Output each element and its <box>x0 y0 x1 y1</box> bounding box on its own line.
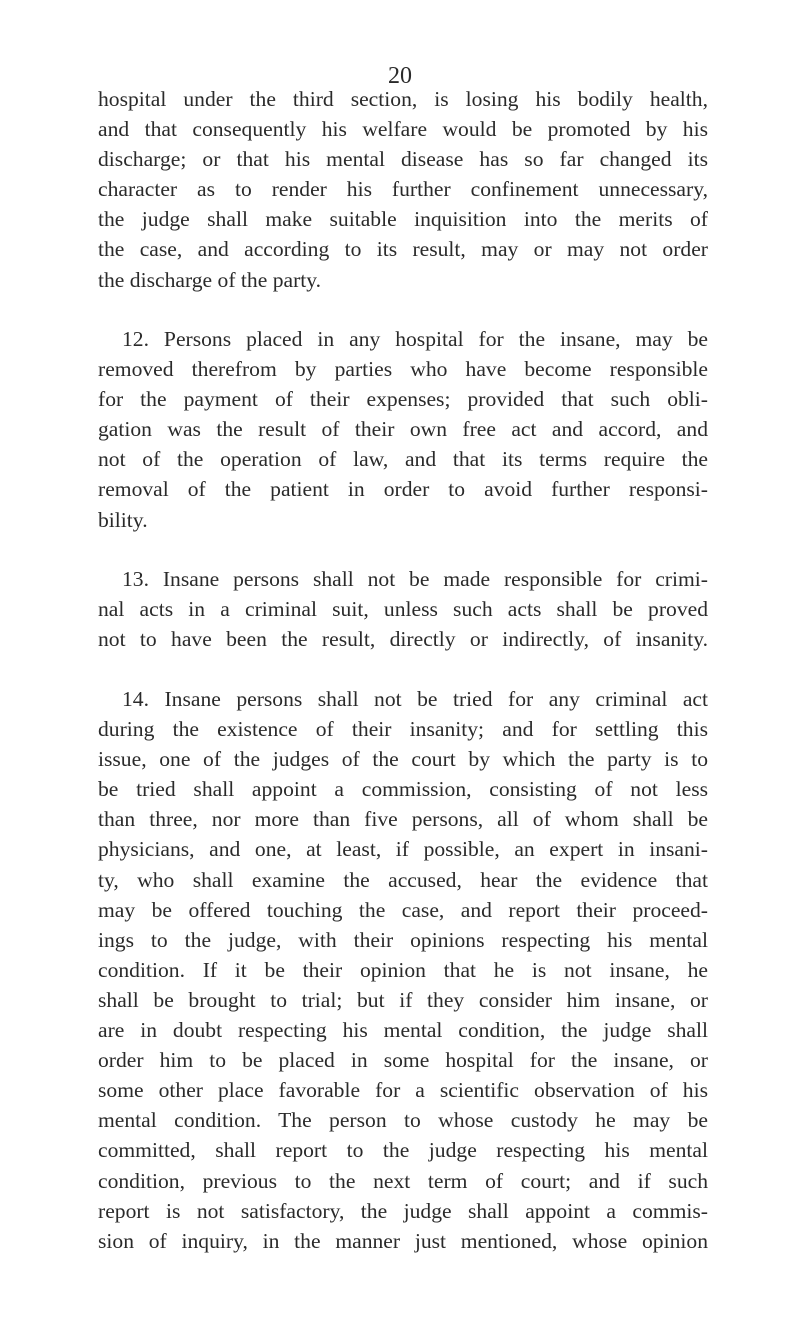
paragraph-continuation <box>98 84 708 295</box>
text-line: order him to be placed in some hospital for the insane, or <box>98 1048 708 1073</box>
text-line: removed therefrom by parties who have become responsible <box>98 357 708 382</box>
text-line: not to have been the result, directly or indirectly, of insanity. <box>98 627 708 652</box>
text-line: than three, nor more than five persons, all of whom shall be <box>98 807 708 832</box>
text-line: may be offered touching the case, and report their proceed- <box>98 897 708 922</box>
text-line: 14. Insane persons shall not be tried for any criminal act <box>122 687 708 711</box>
paragraph-section-12 <box>98 324 708 535</box>
text-line: gation was the result of their own free act and accord, and <box>98 417 708 442</box>
text-line: condition. If it be their opinion that he is not insane, he <box>98 957 708 982</box>
text-line: and that consequently his welfare would be promoted by his <box>98 117 708 142</box>
text-line: mental condition. The person to whose custody he may be <box>98 1108 708 1133</box>
text-line: ty, who shall examine the accused, hear the evidence that <box>98 867 708 892</box>
text-line: not of the operation of law, and that its terms require the <box>98 447 708 472</box>
text-line: the judge shall make suitable inquisition into the merits of <box>98 207 708 232</box>
text-line: are in doubt respecting his mental condition, the judge shall <box>98 1018 708 1043</box>
text-line: the discharge of the party. <box>98 267 322 292</box>
text-line: the case, and according to its result, may or may not order <box>98 237 708 262</box>
text-line: 13. Insane persons shall not be made responsible for crimi- <box>122 567 708 591</box>
paragraph-section-13 <box>98 564 708 654</box>
text-line: report is not satisfactory, the judge shall appoint a commis- <box>98 1198 708 1223</box>
text-line: be tried shall appoint a commission, consisting of not less <box>98 777 708 802</box>
page-number: 20 <box>388 63 412 89</box>
text-line: during the existence of their insanity; and for settling this <box>98 717 708 742</box>
text-line: shall be brought to trial; but if they consider him insane, or <box>98 987 708 1012</box>
text-line: nal acts in a criminal suit, unless such acts shall be proved <box>98 597 708 622</box>
text-line: condition, previous to the next term of court; and if such <box>98 1168 708 1193</box>
text-line: bility. <box>98 507 148 532</box>
text-line: some other place favorable for a scientific observation of his <box>98 1078 708 1103</box>
text-line: hospital under the third section, is losing his bodily health, <box>98 87 708 111</box>
text-line: committed, shall report to the judge respecting his mental <box>98 1138 708 1163</box>
text-line: physicians, and one, at least, if possible, an expert in insani- <box>98 837 708 862</box>
text-line: discharge; or that his mental disease has so far changed its <box>98 147 708 172</box>
text-line: issue, one of the judges of the court by which the party is to <box>98 747 708 772</box>
text-line: for the payment of their expenses; provided that such obli- <box>98 387 708 412</box>
text-line: character as to render his further confinement unnecessary, <box>98 177 708 202</box>
text-line: ings to the judge, with their opinions respecting his mental <box>98 927 708 952</box>
text-line: sion of inquiry, in the manner just mentioned, whose opinion <box>98 1228 708 1253</box>
text-line: 12. Persons placed in any hospital for the insane, may be <box>122 327 708 351</box>
paragraph-section-14 <box>98 684 708 1256</box>
text-line: removal of the patient in order to avoid further responsi- <box>98 477 708 502</box>
